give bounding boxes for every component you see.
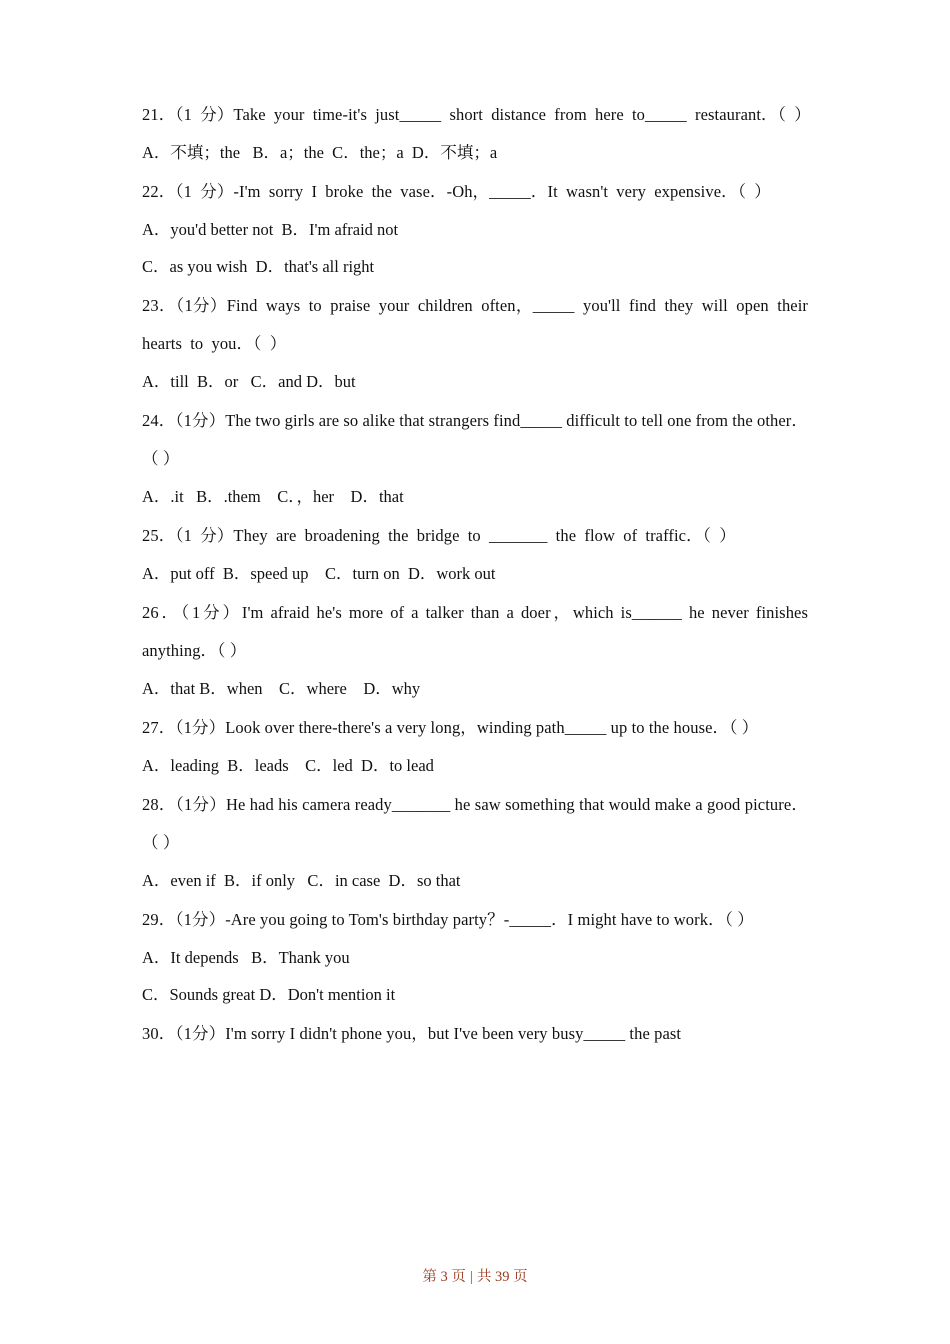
question-options — [142, 555, 808, 592]
question-options — [142, 747, 808, 784]
question-26 — [142, 594, 808, 707]
question-options — [142, 134, 808, 171]
footer-separator: | — [469, 1269, 473, 1285]
question-22 — [142, 173, 808, 285]
question-30 — [142, 1015, 808, 1053]
question-25 — [142, 517, 808, 592]
question-stem: 23．（1分）Find ways to praise your children often，_____ you'll find they will open their hearts to you．（ ） — [142, 296, 808, 353]
option-line[interactable]: A．you'd better not B．I'm afraid not — [142, 220, 399, 239]
question-stem: 26．（1分）I'm afraid he's more of a talker than a doer，which is______ he never finishes anything．（ ） — [142, 603, 808, 660]
question-stem: 28．（1分）He had his camera ready_______ he saw something that would make a good picture．（ ） — [142, 795, 808, 852]
option-line[interactable]: A．leading B．leads C．led D．to lead — [142, 756, 434, 775]
question-options — [142, 670, 808, 707]
question-27 — [142, 709, 808, 784]
question-stem: 25．（1 分）They are broadening the bridge to _______ the flow of traffic．（ ） — [142, 526, 736, 545]
question-options — [142, 939, 808, 1013]
option-line[interactable]: A．.it B．.them C．，her D．that — [142, 487, 404, 506]
question-stem: 24．（1分）The two girls are so alike that strangers find_____ difficult to tell one from the other．（ ） — [142, 411, 808, 468]
option-line[interactable]: A．It depends B．Thank you — [142, 948, 350, 967]
question-options — [142, 478, 808, 515]
option-line[interactable]: A．put off B．speed up C．turn on D．work out — [142, 564, 496, 583]
question-29 — [142, 901, 808, 1013]
option-line[interactable]: A．till B．or C．and D．but — [142, 372, 356, 391]
question-stem: 21．（1 分）Take your time‐it's just_____ short distance from here to_____ restaurant．（ ） — [142, 105, 811, 124]
question-24 — [142, 402, 808, 515]
question-stem: 30．（1分）I'm sorry I didn't phone you，but I've been very busy_____ the past — [142, 1024, 682, 1043]
question-options — [142, 211, 808, 285]
footer-current-page: 第 3 页 — [422, 1269, 466, 1285]
footer-total-pages: 共 39 页 — [476, 1269, 528, 1285]
question-23 — [142, 287, 808, 400]
option-line[interactable]: A．even if B．if only C．in case D．so that — [142, 871, 461, 890]
question-28 — [142, 786, 808, 899]
question-21 — [142, 96, 811, 171]
option-line[interactable]: A．that B．when C．where D．why — [142, 679, 421, 698]
option-line[interactable]: C．Sounds great D．Don't mention it — [142, 985, 396, 1004]
option-line[interactable]: C．as you wish D．that's all right — [142, 257, 375, 276]
question-stem: 27．（1分）Look over there‐there's a very long，winding path_____ up to the house．（ ） — [142, 718, 759, 737]
question-stem: 29．（1分）‐Are you going to Tom's birthday party？‐_____．I might have to work．（ ） — [142, 910, 754, 929]
option-line[interactable]: A．不填；the B．a；the C．the；a D．不填；a — [142, 143, 498, 162]
question-options — [142, 862, 808, 899]
question-stem: 22．（1 分）‐I'm sorry I broke the vase．‐Oh，_____．It wasn't very expensive．（ ） — [142, 182, 771, 201]
page-footer — [0, 1265, 950, 1286]
question-options — [142, 363, 808, 400]
